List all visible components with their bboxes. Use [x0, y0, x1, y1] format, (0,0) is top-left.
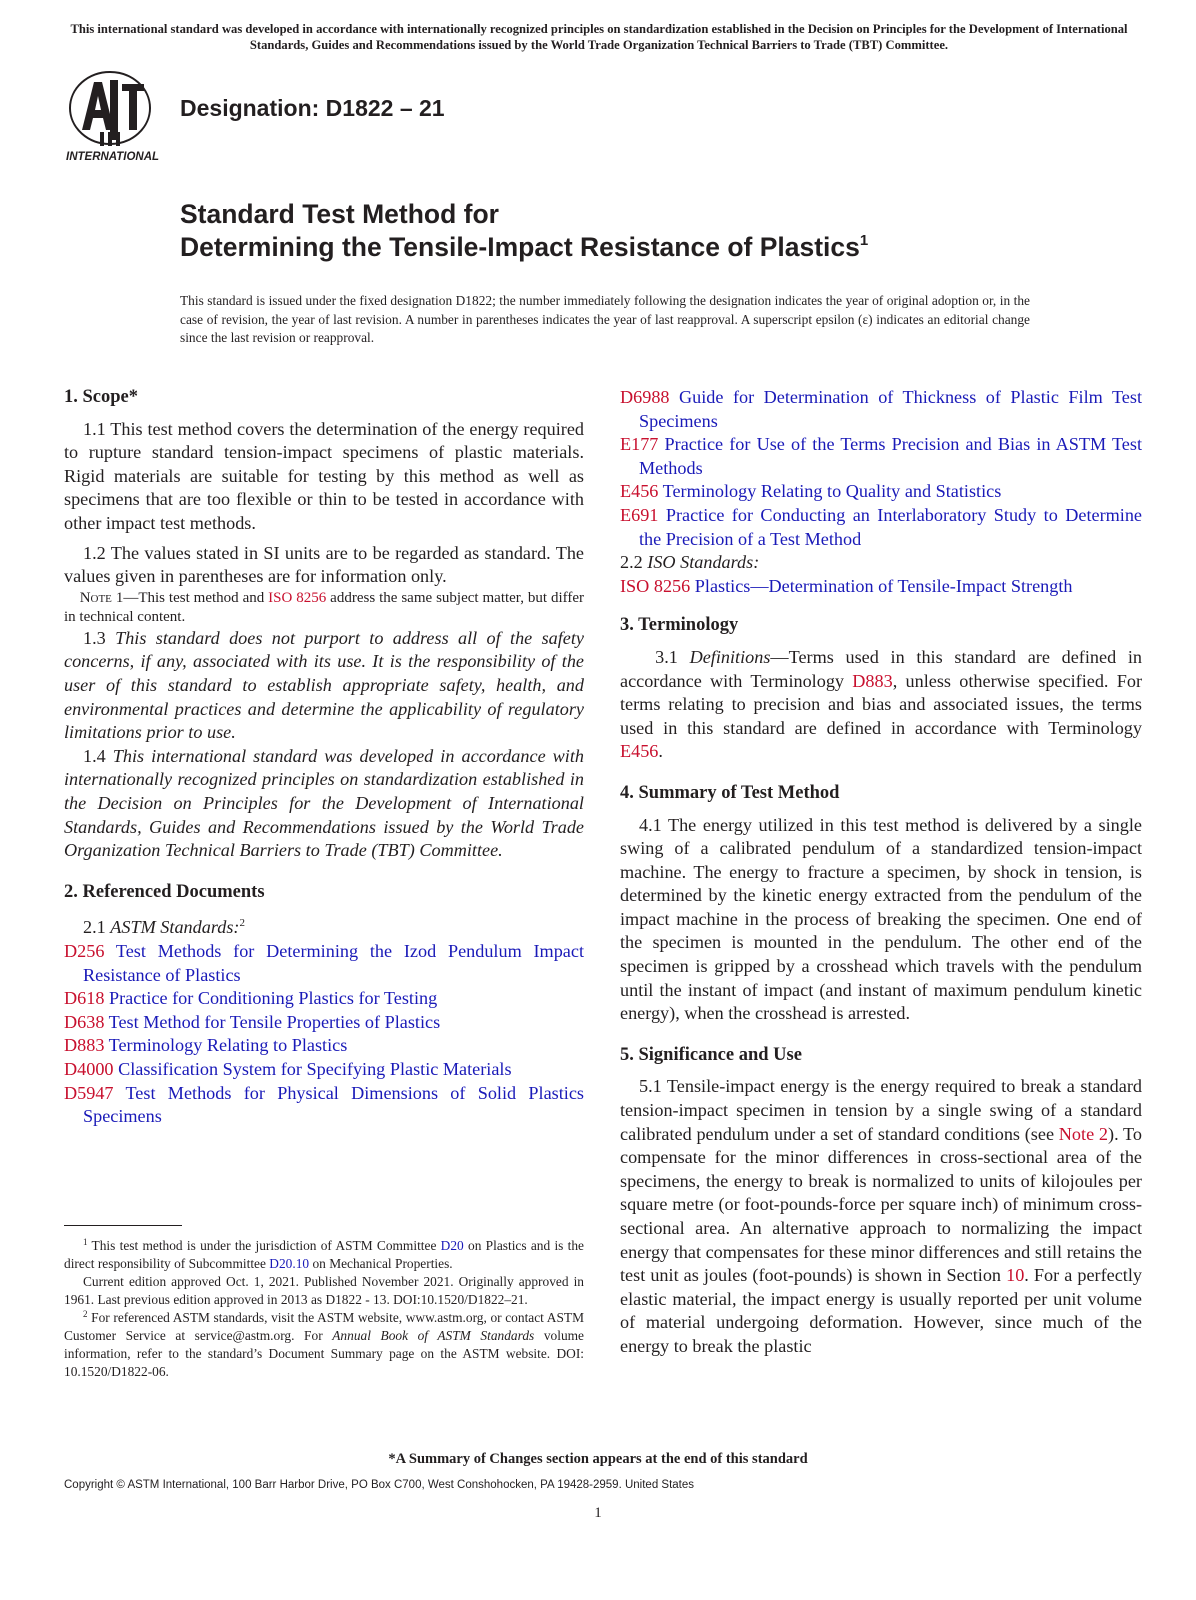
reference-title[interactable]: Classification System for Specifying Plastic Materials	[113, 1058, 512, 1079]
title-footnote-ref: 1	[859, 232, 869, 249]
note-1-text-end: address the same subject matter, but differ in technical content.	[64, 589, 585, 625]
reference-item[interactable]	[620, 386, 1142, 433]
reference-item[interactable]	[620, 480, 1142, 504]
reference-item[interactable]	[64, 1058, 584, 1082]
para-1-3-num: 1.3	[83, 627, 116, 648]
iso-label-num: 2.2	[620, 552, 648, 573]
d20-10-link[interactable]: D20.10	[269, 1256, 310, 1271]
note-1-text: —This test method and	[123, 589, 269, 606]
reference-code[interactable]: D618	[64, 988, 105, 1009]
scope-heading: 1. Scope*	[64, 387, 138, 407]
para-1-1: 1.1 This test method covers the determination of the energy required to rupture standard tension-impact specimens of plastic materials. Rigid materials are suitable for testing by this method as well as specimens that are too flexible or thin to be tested in accordance with other impact test methods.	[64, 418, 584, 533]
section-10-link[interactable]: 10	[1006, 1265, 1025, 1286]
footnote-2-text-2: volume information, refer to the standard’s Document Summary page on the ASTM website. DOI: 10.1520/D1822-06.	[64, 1328, 584, 1379]
reference-code[interactable]: D256	[64, 940, 105, 961]
para-1-3	[64, 627, 584, 745]
para-5-1	[620, 1075, 1142, 1358]
footnote-2-italic: Annual Book of ASTM Standards	[332, 1328, 535, 1343]
reference-code[interactable]: D4000	[64, 1058, 114, 1079]
reference-code[interactable]: D5947	[64, 1082, 114, 1103]
note-2-link[interactable]: Note 2	[1058, 1123, 1109, 1144]
title-main: Determining the Tensile-Impact Resistance of Plastics	[180, 232, 860, 262]
reference-title[interactable]: Test Method for Tensile Properties of Plastics	[104, 1011, 441, 1032]
note-1-label: Note 1	[79, 589, 124, 606]
footnote-1-text: This test method is under the jurisdiction of ASTM Committee	[87, 1238, 441, 1253]
terminology-heading: 3. Terminology	[620, 615, 739, 636]
astm-label-num: 2.1	[83, 917, 111, 938]
note-1	[64, 589, 584, 627]
reference-title[interactable]: Guide for Determination of Thickness of Plastic Film Test Specimens	[639, 387, 1142, 431]
iso-standards-label	[620, 551, 1142, 575]
para-3-1-text: —Terms used in this standard are defined in accordance with Terminology	[620, 646, 1143, 691]
reference-title[interactable]: Test Methods for Physical Dimensions of Solid Plastics Specimens	[83, 1082, 584, 1127]
left-column	[64, 386, 584, 1129]
reference-code[interactable]: E177	[620, 434, 659, 455]
para-1-4-text: This international standard was developed in accordance with internationally recognized principles on standardization established in the Decision on Principles for the Development of International Standards, Guides and Recommendations issued by the World Trade Organization Technical Barriers to Trade (TBT) Committee.	[64, 745, 585, 861]
document-title	[180, 198, 868, 264]
page-number: 1	[594, 1505, 602, 1521]
para-3-1-num: 3.1	[655, 646, 690, 667]
designation: Designation: D1822 – 21	[180, 95, 445, 121]
para-1-3-text: This standard does not purport to address all of the safety concerns, if any, associated with its use. It is the responsibility of the user of this standard to establish appropriate safety, health, and environmental practices and determine the applicability of regulatory limitations prior to use.	[64, 627, 584, 743]
reference-title[interactable]: Terminology Relating to Quality and Statistics	[658, 481, 1002, 502]
para-5-1-text: 5.1 Tensile-impact energy is the energy required to break a standard tension-impact specimen in tension by a single swing of a standard calibrated pendulum under a set of standard conditions (see	[620, 1076, 1142, 1144]
footnote-2-marker: 2	[83, 1309, 88, 1319]
footnote-1-text-2: on Plastics and is the direct responsibility of Subcommittee	[64, 1238, 584, 1271]
footnote-2-text: For referenced ASTM standards, visit the ASTM website, www.astm.org, or contact ASTM Customer Service at service@astm.org. For	[64, 1310, 584, 1343]
reference-title[interactable]: Practice for Use of the Terms Precision and Bias in ASTM Test Methods	[639, 434, 1142, 478]
reference-list-left	[64, 940, 584, 1129]
reference-code[interactable]: D6988	[620, 387, 670, 407]
footnote-1-text-3: on Mechanical Properties.	[309, 1256, 453, 1271]
right-column	[620, 386, 1142, 1359]
significance-heading: 5. Significance and Use	[620, 1044, 802, 1065]
copyright: Copyright © ASTM International, 100 Barr Harbor Drive, PO Box C700, West Conshohocken, PA 19428-2959. United States	[64, 1479, 695, 1491]
e456-link[interactable]: E456	[620, 741, 659, 762]
iso-reference-list	[620, 575, 1142, 599]
reference-title[interactable]: Practice for Conducting an Interlaboratory Study to Determine the Precision of a Test Method	[639, 504, 1142, 549]
reference-item[interactable]	[64, 940, 584, 987]
title-line-1: Standard Test Method for	[180, 199, 499, 229]
reference-item[interactable]	[620, 504, 1142, 551]
iso-8256-link[interactable]: ISO 8256	[268, 589, 327, 606]
para-1-4	[64, 745, 584, 863]
reference-item[interactable]	[64, 987, 584, 1011]
d20-link[interactable]: D20	[440, 1238, 464, 1253]
reference-code[interactable]: D638	[64, 1011, 105, 1032]
iso-label-text: ISO Standards:	[647, 552, 760, 573]
para-1-4-num: 1.4	[83, 745, 113, 766]
summary-heading: 4. Summary of Test Method	[620, 782, 840, 803]
astm-label-text: ASTM Standards:	[110, 917, 240, 938]
reference-item[interactable]	[64, 1034, 584, 1058]
para-4-1: 4.1 The energy utilized in this test method is delivered by a single swing of a calibrated pendulum of a standardized tension-impact machine. The energy to fracture a specimen, by shock in tension, is determined by the kinetic energy extracted from the pendulum of the impact machine in the process of breaking the specimen. One end of the specimen is mounted in the pendulum. The other end of the specimen is gripped by a crosshead which travels with the pendulum until the instant of impact (and instant of maximum pendulum kinetic energy), when the crosshead is arrested.	[620, 814, 1142, 1024]
para-3-1	[620, 646, 1142, 764]
reference-title[interactable]: Practice for Conditioning Plastics for Testing	[104, 988, 438, 1009]
para-3-1-text-2: , unless otherwise specified. For terms relating to precision and bias and associated issues, the terms used in this standard are defined in accordance with Terminology	[620, 670, 1142, 738]
reference-item[interactable]	[620, 575, 1142, 599]
astm-label-sup: 2	[239, 917, 245, 930]
top-notice: This international standard was developed in accordance with internationally recognized principles on standardization established in the Decision on Principles for the Development of International Standards, Guides and Recommendations issued by the World Trade Organization Technical Barriers to Trade (TBT) Committee.	[70, 22, 1128, 52]
reference-list-right	[620, 386, 1142, 551]
footnote-2	[64, 1309, 584, 1381]
reference-code[interactable]: E691	[620, 504, 659, 525]
reference-code[interactable]: ISO 8256	[620, 575, 691, 596]
definitions-label: Definitions	[689, 646, 771, 667]
reference-title[interactable]: Terminology Relating to Plastics	[104, 1035, 348, 1056]
title-line-2	[180, 231, 868, 264]
astm-logo	[64, 70, 168, 166]
d883-link[interactable]: D883	[852, 670, 893, 691]
astm-standards-label	[64, 912, 584, 940]
para-3-1-end: .	[658, 741, 663, 762]
reference-code[interactable]: D883	[64, 1035, 105, 1056]
footnotes	[64, 1237, 584, 1381]
logo-subtext: INTERNATIONAL	[66, 151, 160, 163]
reference-item[interactable]	[64, 1082, 584, 1129]
reference-title[interactable]: Test Methods for Determining the Izod Pendulum Impact Resistance of Plastics	[83, 940, 584, 985]
reference-item[interactable]	[620, 433, 1142, 480]
footnote-1-edition: Current edition approved Oct. 1, 2021. Published November 2021. Originally approved in 1961. Last previous edition approved in 2013 as D1822 - 13. DOI:10.1520/D1822–21.	[64, 1274, 584, 1307]
intro-paragraph: This standard is issued under the fixed designation D1822; the number immediately following the designation indicates the year of original adoption or, in the case of revision, the year of last revision. A number in parentheses indicates the year of last reapproval. A superscript epsilon (ε) indicates an editorial change since the last revision or reapproval.	[180, 293, 1030, 345]
reference-code[interactable]: E456	[620, 481, 659, 502]
summary-of-changes-note: *A Summary of Changes section appears at the end of this standard	[388, 1451, 808, 1467]
reference-title[interactable]: Plastics—Determination of Tensile-Impact Strength	[690, 575, 1073, 596]
footnote-1-marker: 1	[83, 1237, 88, 1247]
footnote-1	[64, 1237, 584, 1273]
reference-item[interactable]	[64, 1011, 584, 1035]
para-1-2: 1.2 The values stated in SI units are to be regarded as standard. The values given in parentheses are for information only.	[64, 542, 584, 587]
footnote-divider	[64, 1225, 182, 1226]
para-5-1-text-2: ). To compensate for the minor differences in cross-sectional area of the specimens, the energy to break is normalized to units of kilojoules per square metre (or foot-pounds-force per square inch) of minimum cross-sectional area. An alternative approach to normalizing the impact energy that compensates for these minor differences and still retains the test unit as joules (foot-pounds) is shown in Section	[620, 1123, 1142, 1286]
referenced-heading: 2. Referenced Documents	[64, 881, 265, 902]
para-5-1-text-3: . For a perfectly elastic material, the impact energy is usually reported per unit volume of material undergoing deformation. However, since much of the energy to break the plastic	[620, 1265, 1142, 1356]
